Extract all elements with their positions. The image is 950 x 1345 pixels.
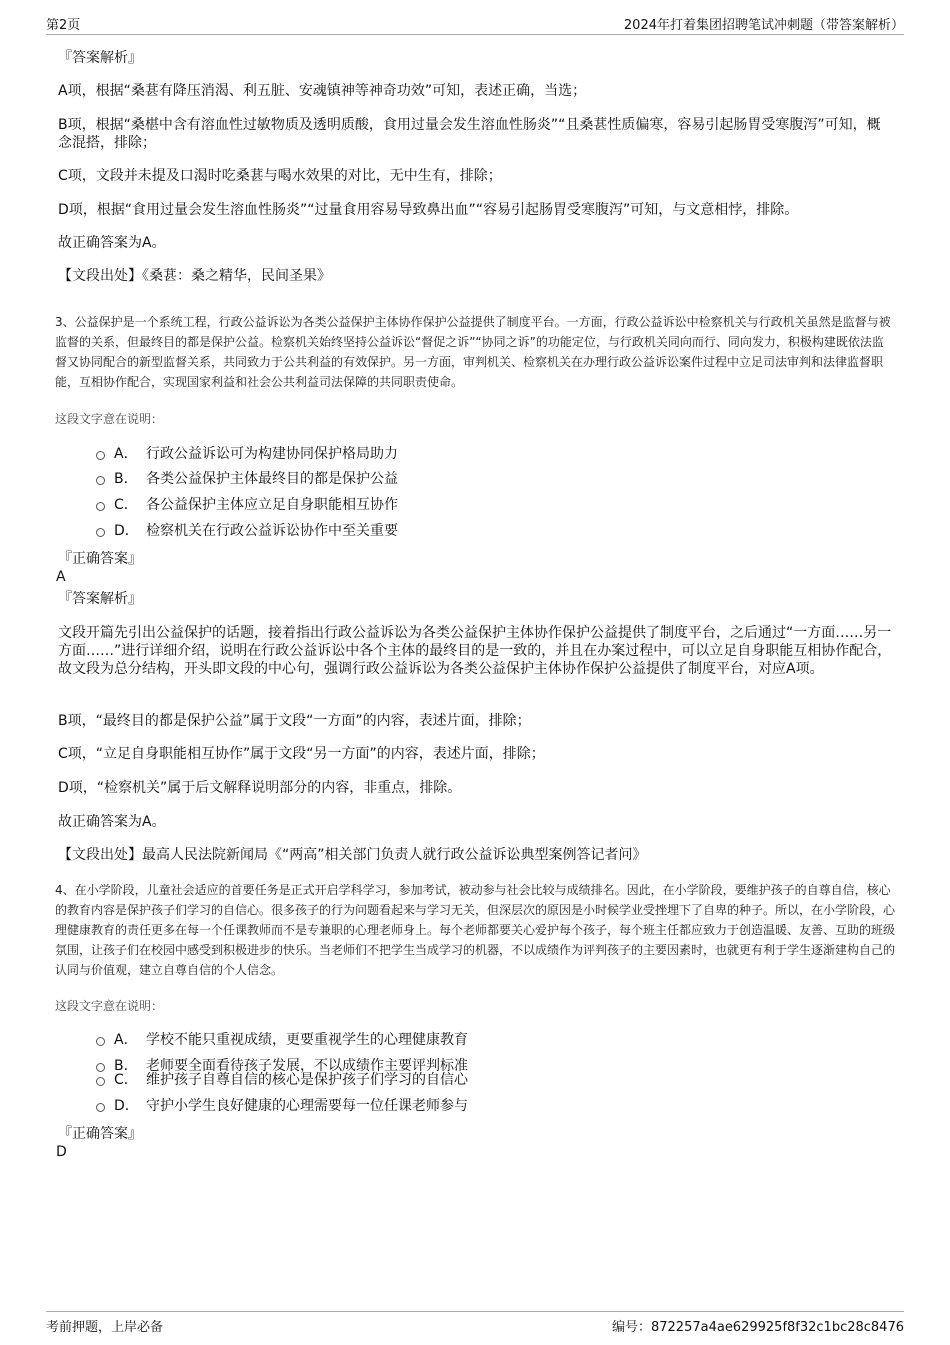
footer-code: 编号：872257a4ae629925f8f32c1bc28c8476 [611, 1320, 904, 1335]
page-footer [46, 1311, 904, 1337]
radio-icon[interactable] [96, 528, 105, 537]
q3-answer: A [56, 569, 66, 585]
radio-icon[interactable] [96, 1103, 105, 1112]
q4-answer-label: 『正确答案』 [58, 1126, 142, 1142]
q2-source: 【文段出处】《桑葚：桑之精华，民间圣果》 [58, 268, 331, 284]
q3-stem: 3、公益保护是一个系统工程，行政公益诉讼为各类公益保护主体协作保护公益提供了制度平台。一方面，行政公益诉讼中检察机关与行政机关虽然是监督与被监督的关系，但最终目的都是保护公益。检察机关始终坚持公益诉讼“督促之诉”“协同之诉”的功能定位，与行政机关同向而行、同向发力，积极构建既依法监督又协同配合的新型监督关系，共同致力于公共利益的有效保护。另一方面，审判机关、检察机关在办理行政公益诉讼案件过程中立足司法审判和法律监督职能，互相协作配合，实现国家利益和社会公共利益司法保障的共同职责使命。 [55, 315, 891, 389]
q3-analysis-b: B项，“最终目的都是保护公益”属于文段“一方面”的内容，表述片面，排除； [58, 713, 531, 729]
q3-option-b[interactable]: B． 各类公益保护主体最终目的都是保护公益 [96, 470, 398, 488]
page-header [46, 14, 904, 35]
q3-option-c[interactable]: C． 各公益保护主体应立足自身职能相互协作 [96, 496, 398, 514]
radio-icon[interactable] [96, 1037, 105, 1046]
q2-analysis-b: B项，根据“桑椹中含有溶血性过敏物质及透明质酸，食用过量会发生溶血性肠炎”“且桑葚性质偏寒，容易引起肠胃受寒腹泻”可知，概念混搭，排除； [58, 117, 881, 151]
q3-answer-label: 『正确答案』 [58, 551, 142, 567]
radio-icon[interactable] [96, 476, 105, 485]
radio-icon[interactable] [96, 1077, 105, 1086]
q2-conclusion: 故正确答案为A。 [58, 235, 166, 251]
q4-option-d[interactable]: D． 守护小学生良好健康的心理需要每一位任课老师参与 [96, 1097, 468, 1115]
q2-analysis-c: C项，文段并未提及口渴时吃桑葚与喝水效果的对比，无中生有，排除； [58, 168, 502, 184]
page-number: 第2页 [46, 18, 81, 33]
q3-source: 【文段出处】最高人民法院新闻局《“两高”相关部门负责人就行政公益诉讼典型案例答记者问》 [58, 847, 647, 863]
q3-analysis-d: D项，“检察机关”属于后文解释说明部分的内容，非重点，排除。 [58, 780, 462, 796]
radio-icon[interactable] [96, 502, 105, 511]
q4-stem: 4、在小学阶段，儿童社会适应的首要任务是正式开启学科学习，参加考试，被动参与社会比较与成绩排名。因此，在小学阶段，要维护孩子的自尊自信，核心的教育内容是保护孩子们学习的自信心。很多孩子的行为问题看起来与学习无关，但深层次的原因是小时候学业受挫埋下了自卑的种子。所以，在小学阶段，心理健康教育的责任更多在每一个任课教师而不是专兼职的心理老师身上。每个老师都要关心爱护每个孩子，每个班主任都应致力于创造温暖、友善、互助的班级氛围，让孩子们在校园中感受到积极进步的快乐。当老师们不把学生当成学习的机器，不以成绩作为评判孩子的主要因素时，也就更有利于学生逐渐建构自己的认同与价值观，建立自尊自信的个人信念。 [55, 883, 896, 977]
q2-analysis-label: 『答案解析』 [58, 50, 142, 66]
q4-question: 这段文字意在说明： [55, 999, 164, 1013]
document-title: 2024年打着集团招聘笔试冲刺题（带答案解析） [623, 18, 904, 33]
q2-analysis-a: A项，根据“桑葚有降压消渴、利五脏、安魂镇神等神奇功效”可知，表述正确，当选； [58, 83, 587, 99]
radio-icon[interactable] [96, 451, 105, 460]
q3-analysis-c: C项，“立足自身职能相互协作”属于文段“另一方面”的内容，表述片面，排除； [58, 746, 545, 762]
q3-option-a[interactable]: A． 行政公益诉讼可为构建协同保护格局助力 [96, 445, 398, 463]
q4-option-a[interactable]: A． 学校不能只重视成绩，更要重视学生的心理健康教育 [96, 1031, 468, 1049]
q3-question: 这段文字意在说明： [55, 412, 164, 426]
q3-analysis-main: 文段开篇先引出公益保护的话题，接着指出行政公益诉讼为各类公益保护主体协作保护公益提供了制度平台，之后通过“一方面……另一方面……”进行详细介绍，说明在行政公益诉讼中各个主体的最终目的是一致的，并且在办案过程中，可以立足自身职能互相协作配合，故文段为总分结构，开头即文段的中心句，强调行政公益诉讼为各类公益保护主体协作保护公益提供了制度平台，对应A项。 [58, 625, 892, 677]
footer-slogan: 考前押题，上岸必备 [46, 1320, 164, 1335]
q4-option-b[interactable]: B． 老师要全面看待孩子发展，不以成绩作主要评判标准 [96, 1057, 468, 1075]
q4-option-c[interactable]: C． 维护孩子自尊自信的核心是保护孩子们学习的自信心 [96, 1071, 468, 1089]
q2-analysis-d: D项，根据“食用过量会发生溶血性肠炎”“过量食用容易导致鼻出血”“容易引起肠胃受寒腹泻”可知，与文意相悖，排除。 [58, 202, 799, 218]
q4-answer: D [56, 1144, 67, 1160]
q3-conclusion: 故正确答案为A。 [58, 814, 166, 830]
q3-option-d[interactable]: D． 检察机关在行政公益诉讼协作中至关重要 [96, 522, 398, 540]
q3-analysis-label: 『答案解析』 [58, 591, 142, 607]
